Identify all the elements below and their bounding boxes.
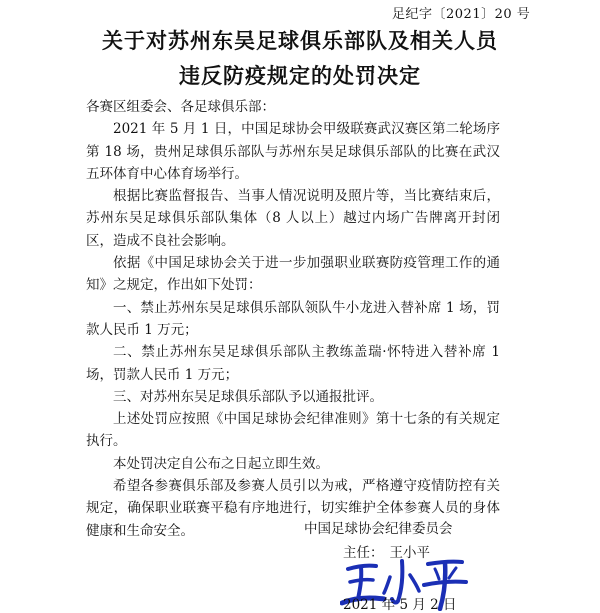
paragraph-closing: 希望各参赛俱乐部及参赛人员引以为戒，严格遵守疫情防控有关规定，确保职业联赛平稳有序地进行，切实维护全体参赛人员的身体健康和生命安全。: [86, 478, 500, 539]
chair-name: 王小平: [389, 545, 430, 561]
penalty-item-1: 一、禁止苏州东吴足球俱乐部队领队牛小龙进入替补席 1 场，罚款人民币 1 万元；: [86, 299, 500, 338]
paragraph-effective: 本处罚决定自公布之日起立即生效。: [113, 455, 329, 472]
document-title-line-1: 关于对苏州东吴足球俱乐部队及相关人员: [102, 28, 498, 53]
chair-label: 主任：: [343, 545, 384, 561]
issue-date: 2021 年 5 月 2 日: [343, 597, 457, 613]
paragraph-violation: 根据比赛监督报告、当事人情况说明及照片等，当比赛结束后，苏州东吴足球俱乐部队集体（8 人以上）越过内场广告牌离开封闭区，造成不良社会影响。: [86, 188, 500, 249]
paragraph-basis: 依据《中国足球协会关于进一步加强职业联赛防疫管理工作的通知》之规定，作出如下处罚：: [86, 255, 500, 294]
document-number: 足纪字〔2021〕20 号: [392, 7, 531, 22]
paragraph-execution: 上述处罚应按照《中国足球协会纪律准则》第十七条的有关规定执行。: [86, 411, 500, 450]
salutation: 各赛区组委会、各足球俱乐部：: [86, 99, 275, 115]
penalty-item-3: 三、对苏州东吴足球俱乐部队予以通报批评。: [113, 388, 383, 405]
document-body: [86, 96, 500, 542]
document-title-line-2: 违反防疫规定的处罚决定: [179, 63, 421, 88]
paragraph-incident: 2021 年 5 月 1 日，中国足球协会甲级联赛武汉赛区第二轮场序第 18 场，贵州足球俱乐部队与苏州东吴足球俱乐部队的比赛在武汉五环体育中心体育场举行。: [86, 121, 500, 182]
penalty-item-2: 二、禁止苏州东吴足球俱乐部队主教练盖瑞·怀特进入替补席 1 场，罚款人民币 1 万元；: [86, 344, 500, 383]
issuer-name: 中国足球协会纪律委员会: [304, 521, 453, 537]
